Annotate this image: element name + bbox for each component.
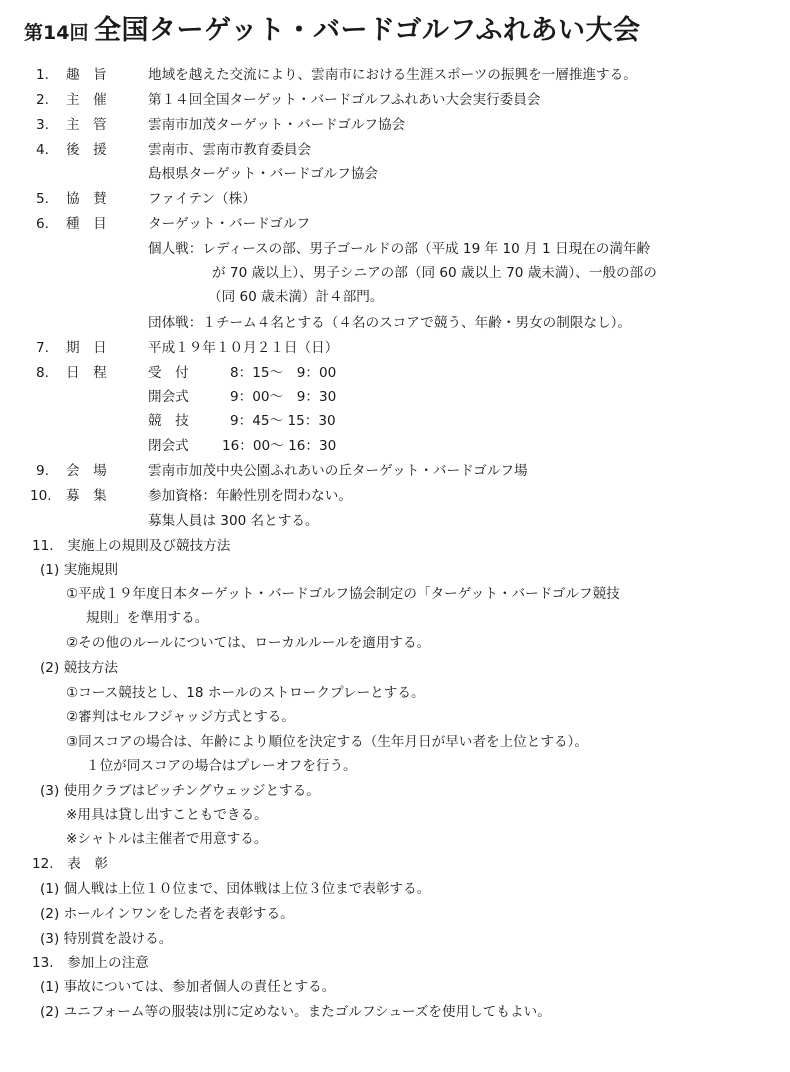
title-number: 第14回 [24, 22, 89, 44]
rules-line: ※シャトルは主催者で用意する。 [66, 831, 268, 847]
item-1-no: 1. [36, 67, 49, 83]
rules-line: ※用具は貸し出すこともできる。 [66, 807, 268, 823]
date-label: 期 日 [66, 340, 107, 356]
rules-line: (3) 使用クラブはピッチングウェッジとする。 [40, 783, 320, 799]
item-3-no: 3. [36, 117, 49, 133]
rules-line: ②審判はセルフジャッジ方式とする。 [66, 709, 295, 725]
rules-line: (1) 実施規則 [40, 562, 118, 578]
recruit-line-2: 募集人員は 300 名とする。 [148, 513, 319, 529]
schedule-row-name: 競 技 [148, 413, 189, 429]
item-3-text: 雲南市加茂ターゲット・バードゴルフ協会 [148, 117, 406, 133]
item-1-text: 地域を越えた交流により、雲南市における生涯スポーツの振興を一層推進する。 [148, 67, 637, 83]
date-no: 7. [36, 340, 49, 356]
venue-label: 会 場 [66, 463, 107, 479]
rules-line: 規則」を準用する。 [86, 610, 209, 626]
rules-line: ①平成１９年度日本ターゲット・バードゴルフ協会制定の「ターゲット・バードゴルフ競技 [66, 586, 620, 602]
schedule-row-time: 16：00～ 16：30 [222, 438, 337, 454]
item-2-label: 主 催 [66, 92, 107, 108]
rules-line: (2) 競技方法 [40, 660, 118, 676]
awards-line: (1) 個人戦は上位１０位まで、団体戦は上位３位まで表彰する。 [40, 881, 431, 897]
item-4-no: 4. [36, 142, 49, 158]
rules-line: １位が同スコアの場合はプレーオフを行う。 [86, 758, 357, 774]
venue-value: 雲南市加茂中央公園ふれあいの丘ターゲット・バードゴルフ場 [148, 463, 528, 479]
venue-no: 9. [36, 463, 49, 479]
schedule-row-time: 9：45～ 15：30 [230, 413, 336, 429]
notes-heading: 13. 参加上の注意 [32, 955, 149, 971]
schedule-row-time: 9：00～ 9：30 [230, 389, 337, 405]
item-6-no: 6. [36, 216, 49, 232]
schedule-row-time: 8：15～ 9：00 [230, 365, 337, 381]
notes-line: (1) 事故については、参加者個人の責任とする。 [40, 979, 336, 995]
date-value: 平成１９年１０月２１日（日） [148, 340, 339, 356]
individual-line-3: （同 60 歳未満）計４部門。 [208, 289, 384, 305]
rules-line: ①コース競技とし、18 ホールのストロークプレーとする。 [66, 685, 425, 701]
schedule-no: 8. [36, 365, 49, 381]
item-3-label: 主 管 [66, 117, 107, 133]
rules-line: ②その他のルールについては、ローカルルールを適用する。 [66, 635, 431, 651]
awards-heading: 12. 表 彰 [32, 856, 108, 872]
team-line: 団体戦：１チーム４名とする（４名のスコアで競う、年齢・男女の制限なし）。 [148, 315, 631, 331]
recruit-label: 募 集 [66, 488, 107, 504]
page-title [24, 8, 641, 47]
rules-line: ③同スコアの場合は、年齢により順位を決定する（生年月日が早い者を上位とする）。 [66, 734, 588, 750]
item-6-label: 種 目 [66, 216, 107, 232]
notes-line: (2) ユニフォーム等の服装は別に定めない。またゴルフシューズを使用してもよい。 [40, 1004, 551, 1020]
item-5-label: 協 賛 [66, 191, 107, 207]
item-4-text-2: 島根県ターゲット・バードゴルフ協会 [148, 166, 379, 182]
rules-heading: 11. 実施上の規則及び競技方法 [32, 538, 231, 554]
item-2-no: 2. [36, 92, 49, 108]
individual-line-2: が 70 歳以上）、男子シニアの部（同 60 歳以上 70 歳未満）、一般の部の [212, 265, 657, 281]
recruit-line-1: 参加資格：年齢性別を問わない。 [148, 488, 352, 504]
title-main: 全国ターゲット・バードゴルフふれあい大会 [94, 15, 641, 46]
recruit-no: 10. [30, 488, 52, 504]
schedule-row-name: 開会式 [148, 389, 189, 405]
item-1-label: 趣 旨 [66, 67, 107, 83]
individual-line-1: 個人戦：レディースの部、男子ゴールドの部（平成 19 年 10 月 1 日現在の満年齢 [148, 241, 651, 257]
item-6-text: ターゲット・バードゴルフ [148, 216, 311, 232]
item-4-label: 後 援 [66, 142, 107, 158]
item-4-text-1: 雲南市、雲南市教育委員会 [148, 142, 312, 158]
schedule-row-name: 受 付 [148, 365, 189, 381]
awards-line: (2) ホールインワンをした者を表彰する。 [40, 906, 294, 922]
item-2-text: 第１４回全国ターゲット・バードゴルフふれあい大会実行委員会 [148, 92, 541, 108]
item-5-text: ファイテン（株） [148, 191, 256, 207]
item-5-no: 5. [36, 191, 49, 207]
schedule-label: 日 程 [66, 365, 107, 381]
schedule-row-name: 閉会式 [148, 438, 189, 454]
awards-line: (3) 特別賞を設ける。 [40, 931, 173, 947]
